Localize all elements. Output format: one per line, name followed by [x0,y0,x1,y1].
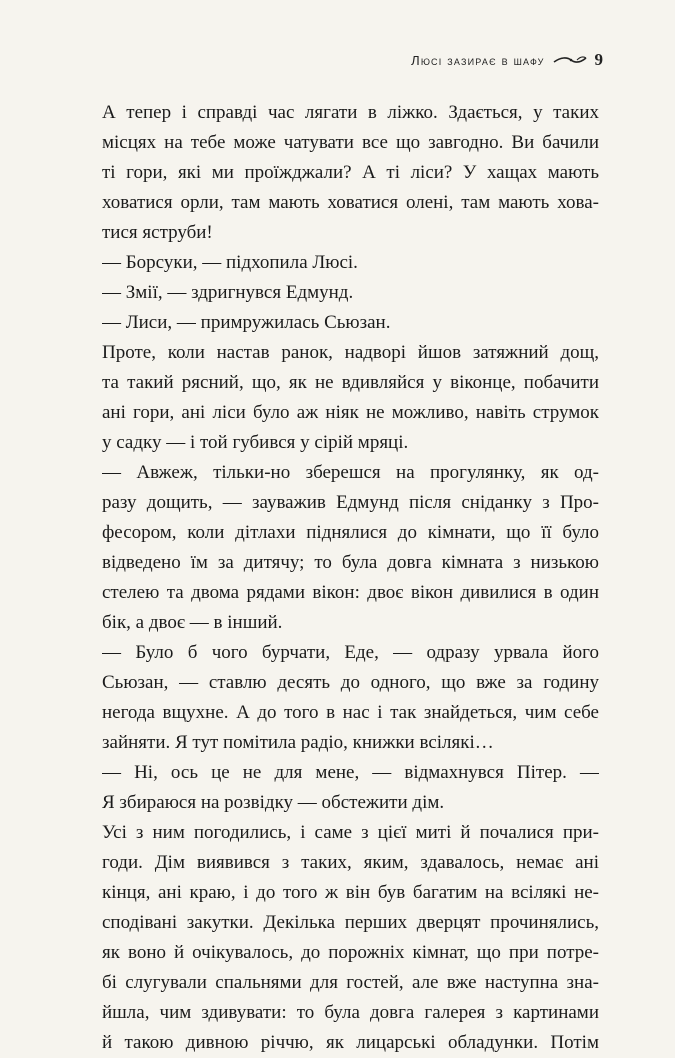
text-line: й такою дивною річчю, як лицарські обладунки. Потім [102,1032,599,1053]
text-line: негода вщухне. А до того в нас і так знайдеться, чим себе [102,702,599,723]
text-line: йшла, чим здивувати: то була довга галерея з картинами [102,1002,599,1023]
text-line: кінця, ані краю, і до того ж він був багатим на всілякі не- [102,882,599,903]
text-line: та такий рясний, що, як не вдивляйся у віконце, побачити [102,372,599,393]
text-line: як воно й очікувалось, до порожніх кімнат, що при потре- [102,942,599,963]
text-line: разу дощить, — зауважив Едмунд після сніданку з Про- [102,492,599,513]
text-line: — Борсуки, — підхопила Люсі. [102,252,358,273]
text-line: бік, а двоє — в інший. [102,612,283,633]
text-line: відведено їм за дитячу; то була довга кімната з низькою [102,552,599,573]
text-line: сподівані закутки. Декілька перших дверцят прочинялись, [102,912,599,933]
text-line: годи. Дім виявився з таких, яким, здавалось, немає ані [102,852,599,873]
body-text [102,98,599,1058]
text-line: — Лиси, — примружилась Сьюзан. [102,312,391,333]
text-line: — Було б чого бурчати, Еде, — одразу урвала його [102,642,599,663]
text-line: — Авжеж, тільки-но зберешся на прогулянку, як од- [102,462,599,483]
text-line: фесором, коли дітлахи піднялися до кімнати, що її було [102,522,599,543]
text-line: Я збираюся на розвідку — обстежити дім. [102,792,445,813]
text-line: Сьюзан, — ставлю десять до одного, що вже за годину [102,672,599,693]
swash-ornament-icon [553,54,587,66]
text-line: ховатися орли, там мають ховатися олені, там мають хова- [102,192,599,213]
text-line: Усі з ним погодились, і саме з цієї миті й почалися при- [102,822,599,843]
page-number: 9 [594,50,603,69]
text-line: у садку — і той губився у сірій мряці. [102,432,409,453]
running-head [411,50,603,70]
text-line: ті гори, які ми проїжджали? А ті ліси? У хащах мають [102,162,599,183]
text-line: місцях на тебе може чатувати все що завгодно. Ви бачили [102,132,599,153]
text-line: ані гори, ані ліси було аж ніяк не можливо, навіть струмок [102,402,599,423]
text-line: А тепер і справді час лягати в ліжко. Здається, у таких [102,102,599,123]
text-line: тися яструби! [102,222,213,243]
text-line: бі слугували спальнями для гостей, але вже наступна зна- [102,972,599,993]
text-line: зайняти. Я тут помітила радіо, книжки всілякі… [102,732,494,753]
text-line: стелею та двома рядами вікон: двоє вікон дивилися в один [102,582,599,603]
text-line: Проте, коли настав ранок, надворі йшов затяжний дощ, [102,342,599,363]
running-title: Люсі зазирає в шафу [411,52,545,68]
text-line: — Ні, ось це не для мене, — відмахнувся Пітер. — [102,762,599,783]
text-line: — Змії, — здригнувся Едмунд. [102,282,354,303]
